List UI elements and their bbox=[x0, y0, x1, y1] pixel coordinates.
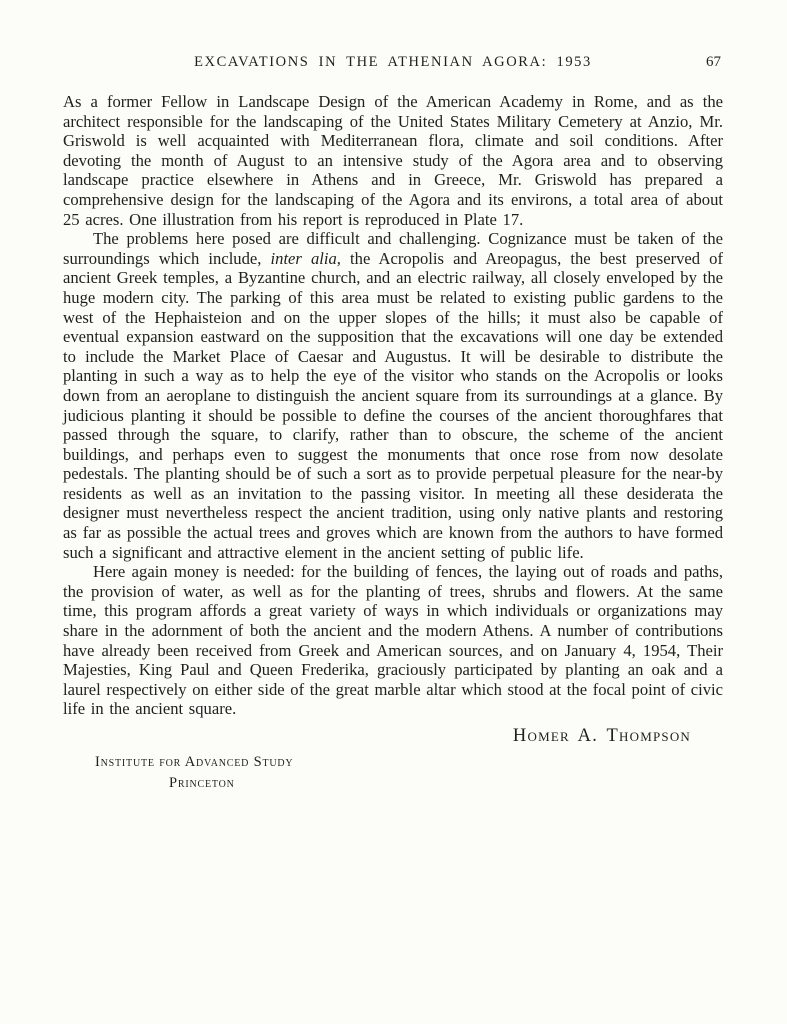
paragraph-2-text-continued: the Acropolis and Areopagus, the best preserved of ancient Greek temples, a Byzantine church, and an electric railway, all closely enveloped by the huge modern city. The parking of this area must be related to existing public gardens to the west of the Hephaisteion and on the upper slopes of the hills; it must also be capable of eventual expansion eastward on the supposition that the excavations will one day be extended to include the Market Place of Caesar and Augustus. It will be desirable to distribute the planting in such a way as to help the eye of the visitor who stands on the Acropolis or looks down from an aeroplane to distinguish the ancient square from its surroundings at a glance. By judicious planting it should be possible to define the courses of the ancient thoroughfares that passed through the square, to clarify, rather than to obscure, the scheme of the ancient buildings, and perhaps even to suggest the monuments that once rose from now desolate pedestals. The planting should be of such a sort as to provide perpetual pleasure for the near-by residents as well as an invitation to the passing visitor. In meeting all these desiderata the designer must nevertheless respect the ancient tradition, using only native plants and restoring as far as possible the actual trees and groves which are known from the authors to have formed such a significant and attractive element in the ancient setting of public life. bbox=[63, 248, 724, 562]
paragraph-2-text: The problems here posed are difficult and challenging. Cognizance must be taken of the surroundings which include, bbox=[63, 229, 723, 268]
affiliation-city: Princeton bbox=[169, 775, 235, 791]
body-text bbox=[63, 92, 723, 719]
page-number: 67 bbox=[706, 54, 721, 70]
paragraph-3: Here again money is needed: for the building of fences, the laying out of roads and paths, the provision of water, as well as for the planting of trees, shrubs and flowers. At the same time, this program affords a great variety of ways in which individuals or organizations may share in the adornment of both the ancient and the modern Athens. A number of contributions have already been received from Greek and American sources, and on January 4, 1954, Their Majesties, King Paul and Queen Frederika, graciously participated by planting an oak and a laurel respectively on either side of the great marble altar which stood at the focal point of civic life in the ancient square. bbox=[63, 562, 723, 719]
affiliation bbox=[63, 754, 723, 792]
paragraph-1: As a former Fellow in Landscape Design of the American Academy in Rome, and as the architect responsible for the landscaping of the United States Military Cemetery at Anzio, Mr. Griswold is well acquainted with Mediterranean flora, climate and soil conditions. After devoting the month of August to an intensive study of the Agora area and to observing landscape practice elsewhere in Athens and in Greece, Mr. Griswold has prepared a comprehensive design for the landscaping of the Agora and its environs, a total area of about 25 acres. One illustration from his report is reproduced in Plate 17. bbox=[63, 92, 723, 229]
author-signature: Homer A. Thompson bbox=[512, 726, 691, 746]
latin-phrase-inter-alia: inter alia, bbox=[270, 248, 341, 268]
header-title: EXCAVATIONS IN THE ATHENIAN AGORA: 1953 bbox=[194, 54, 592, 70]
affiliation-institute: Institute for Advanced Study bbox=[95, 754, 294, 770]
running-header bbox=[63, 54, 723, 71]
paragraph-2 bbox=[63, 229, 723, 562]
